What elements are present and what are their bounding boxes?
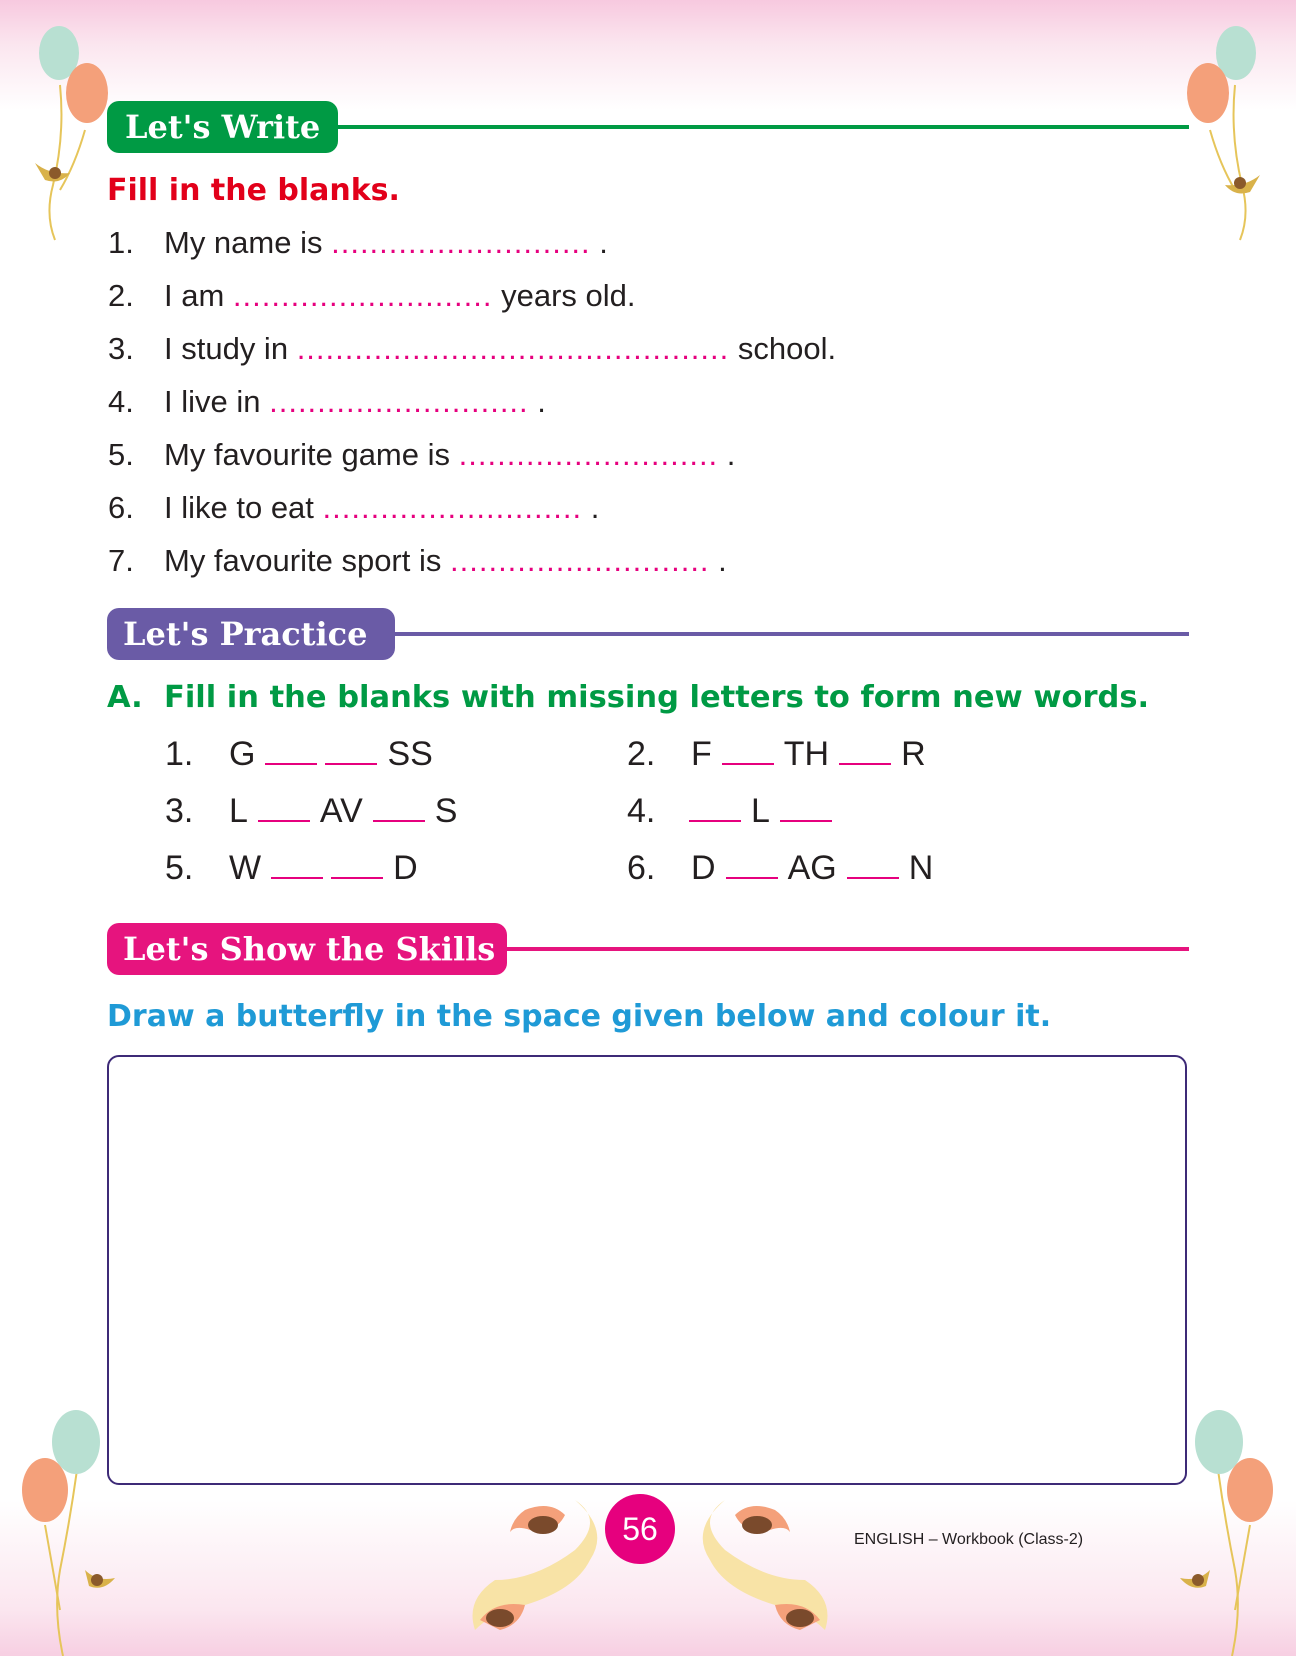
birds-ribbon-right-icon: [695, 1490, 845, 1640]
word-letters: TH: [783, 735, 830, 773]
fill-blank-item: [108, 384, 546, 420]
letter-blank[interactable]: [373, 790, 425, 822]
word-letters: AV: [319, 792, 363, 830]
fill-blank-item: [108, 543, 727, 579]
sentence-end: .: [590, 490, 600, 525]
lets-practice-rule: [377, 632, 1189, 636]
item-number: 6.: [108, 490, 134, 525]
word-letters: F: [691, 735, 712, 773]
word-number: 4.: [627, 792, 656, 830]
word-letters: SS: [387, 735, 433, 773]
balloons-top-right-icon: [1180, 15, 1280, 245]
word-letters: S: [434, 792, 458, 830]
word-letters: G: [229, 735, 256, 773]
word-letters: D: [393, 849, 418, 887]
item-number: 3.: [108, 331, 134, 366]
letter-blank[interactable]: [726, 847, 778, 879]
lets-write-header: [107, 101, 1189, 153]
lets-practice-title: Let's Practice: [107, 608, 395, 660]
missing-letters-instruction: A. Fill in the blanks with missing letters to form new words.: [107, 680, 1150, 715]
sentence-start: I study in: [164, 331, 289, 366]
item-number: 4.: [108, 384, 134, 419]
sentence-end: .: [599, 225, 608, 260]
answer-blank[interactable]: ...........................: [269, 384, 529, 419]
word-number: 1.: [165, 735, 194, 773]
answer-blank[interactable]: ...........................: [232, 278, 493, 313]
fill-blank-item: [108, 331, 836, 367]
letter-blank[interactable]: [265, 733, 317, 765]
balloons-top-left-icon: [15, 15, 115, 245]
sentence-start: My favourite game is: [164, 437, 450, 472]
answer-blank[interactable]: ...........................: [322, 490, 583, 525]
sentence-start: I like to eat: [164, 490, 314, 525]
sentence-end: .: [726, 437, 736, 472]
letter-blank[interactable]: [689, 790, 741, 822]
sentence-start: I am: [164, 278, 225, 313]
missing-letter-word: [627, 733, 932, 774]
fill-blank-item: [108, 437, 735, 473]
book-title: ENGLISH – Workbook (Class-2): [854, 1531, 1084, 1548]
answer-blank[interactable]: ...........................: [458, 437, 719, 472]
word-letters: L: [751, 792, 770, 830]
missing-letter-word: [165, 733, 439, 774]
letter-blank[interactable]: [325, 733, 377, 765]
item-number: 7.: [108, 543, 134, 578]
missing-letter-word: [627, 790, 836, 831]
fill-blank-item: [108, 278, 636, 314]
word-letters: R: [901, 735, 926, 773]
page-number: 56: [605, 1494, 675, 1564]
lets-write-rule: [307, 125, 1189, 129]
missing-letter-word: [165, 790, 463, 831]
fill-blank-item: [108, 225, 608, 261]
sentence-start: I live in: [164, 384, 261, 419]
missing-letter-word: [165, 847, 424, 888]
answer-blank[interactable]: .............................................: [296, 331, 730, 366]
word-letters: N: [908, 849, 934, 887]
drawing-area[interactable]: [107, 1055, 1187, 1485]
word-number: 2.: [627, 735, 656, 773]
lets-show-header: [107, 923, 1189, 975]
draw-butterfly-instruction: Draw a butterfly in the space given below and colour it.: [107, 999, 1052, 1034]
letter-blank[interactable]: [839, 733, 891, 765]
letter-blank[interactable]: [780, 790, 832, 822]
word-letters: AG: [787, 849, 837, 887]
item-number: 1.: [108, 225, 134, 260]
birds-ribbon-left-icon: [455, 1490, 605, 1640]
letter-blank[interactable]: [271, 847, 323, 879]
sentence-end: .: [718, 543, 727, 578]
item-number: 2.: [108, 278, 134, 313]
lets-write-title: Let's Write: [107, 101, 338, 153]
sentence-end: school.: [737, 331, 837, 366]
fill-blank-item: [108, 490, 599, 526]
letter-blank[interactable]: [847, 847, 899, 879]
answer-blank[interactable]: ...........................: [331, 225, 591, 260]
word-number: 5.: [165, 849, 194, 887]
word-letters: W: [229, 849, 262, 887]
word-number: 6.: [627, 849, 656, 887]
item-number: 5.: [108, 437, 134, 472]
missing-letter-word: [627, 847, 939, 888]
word-number: 3.: [165, 792, 194, 830]
sentence-start: My name is: [164, 225, 323, 260]
lets-show-title: Let's Show the Skills: [107, 923, 507, 975]
sentence-start: My favourite sport is: [164, 543, 442, 578]
word-letters: D: [691, 849, 716, 887]
lets-practice-header: [107, 608, 1189, 660]
sentence-end: .: [537, 384, 546, 419]
word-letters: L: [229, 792, 248, 830]
fill-blanks-instruction: Fill in the blanks.: [107, 173, 400, 208]
lets-show-rule: [487, 947, 1189, 951]
letter-blank[interactable]: [331, 847, 383, 879]
letter-blank[interactable]: [722, 733, 774, 765]
answer-blank[interactable]: ...........................: [450, 543, 710, 578]
sentence-end: years old.: [501, 278, 636, 313]
letter-blank[interactable]: [258, 790, 310, 822]
